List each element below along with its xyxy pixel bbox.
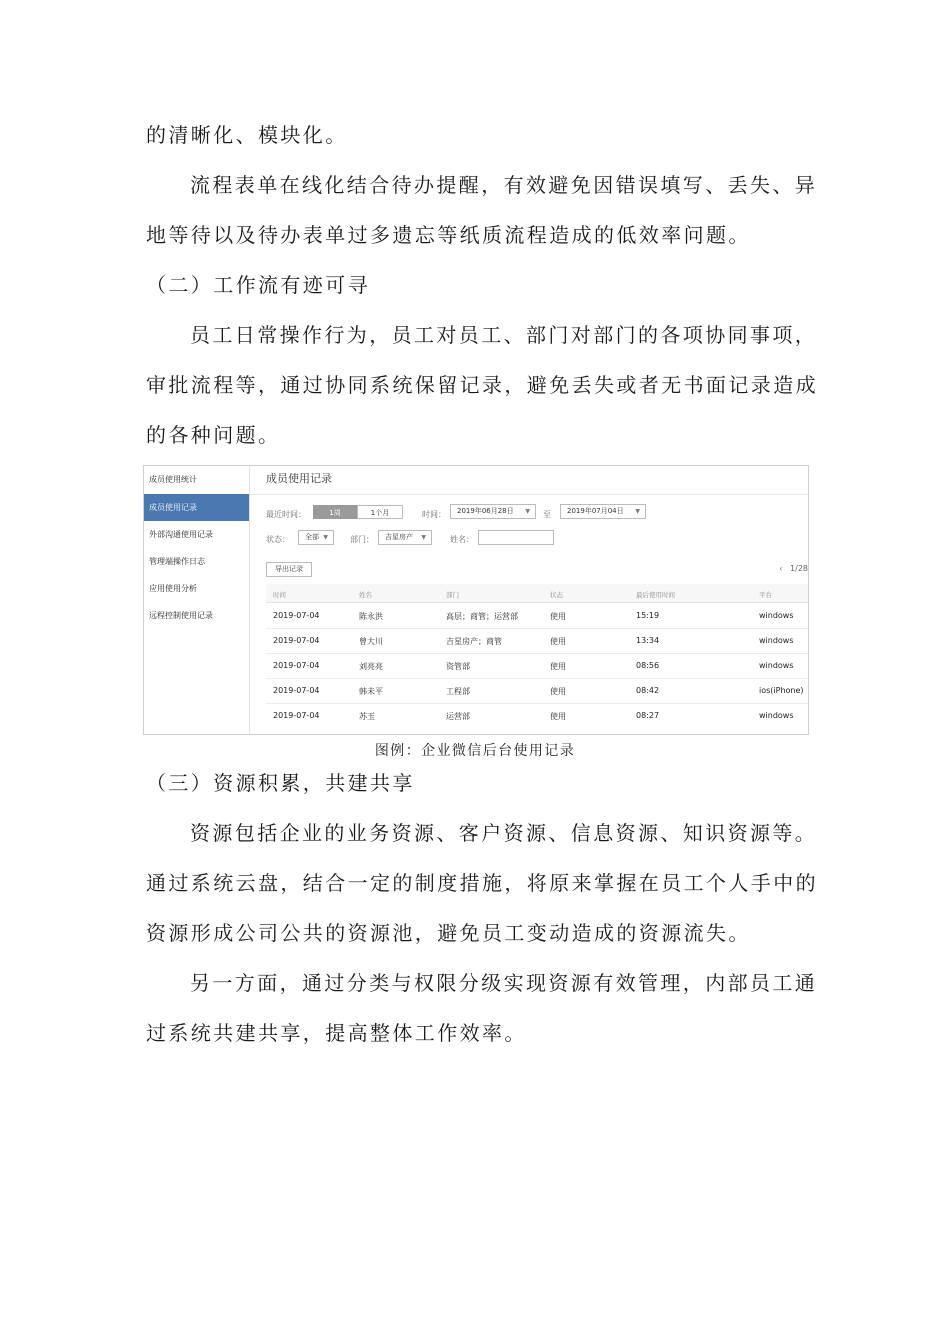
cell-status: 使用: [550, 712, 566, 721]
cell-dept: 高层；商管；运营部: [446, 612, 518, 621]
cell-last-used: 08:56: [636, 661, 660, 670]
table-row[interactable]: [266, 653, 808, 679]
section-heading-3: （三）资源积累，共建共享: [146, 771, 415, 795]
admin-screenshot-figure: [143, 465, 809, 735]
time-label: 时间：: [422, 510, 446, 519]
paragraph-3-line-2: 审批流程等，通过协同系统保留记录，避免丢失或者无书面记录造成: [146, 373, 818, 397]
paragraph-1: 的清晰化、模块化。: [146, 123, 348, 147]
cell-platform: windows: [759, 711, 794, 720]
paragraph-4-line-3: 资源形成公司公共的资源池，避免员工变动造成的资源流失。: [146, 921, 751, 945]
paragraph-5-line-1: 另一方面，通过分类与权限分级实现资源有效管理，内部员工通: [190, 971, 818, 995]
chevron-left-icon[interactable]: ‹: [779, 564, 783, 573]
paragraph-2-line-2: 地等待以及待办表单过多遗忘等纸质流程造成的低效率问题。: [146, 223, 751, 247]
cell-platform: windows: [759, 661, 794, 670]
sidebar-item-admin-logs[interactable]: 管理端操作日志: [149, 557, 205, 566]
cell-status: 使用: [550, 637, 566, 646]
end-date-value: 2019年07月04日: [567, 507, 624, 515]
cell-platform: windows: [759, 636, 794, 645]
title-divider: [250, 494, 808, 495]
cell-name: 刘亮亮: [359, 662, 383, 671]
paragraph-5-line-2: 过系统共建共享，提高整体工作效率。: [146, 1021, 527, 1045]
table-row[interactable]: [266, 678, 808, 704]
column-header-platform: 平台: [759, 591, 772, 599]
cell-time: 2019-07-04: [273, 661, 320, 670]
chevron-down-icon: ▼: [635, 508, 640, 515]
dept-select[interactable]: [378, 530, 432, 545]
cell-dept: 吉星房产；商管: [446, 637, 502, 646]
month-button[interactable]: 1个月: [357, 505, 403, 519]
pagination[interactable]: [779, 564, 808, 573]
status-select[interactable]: [298, 530, 334, 545]
table-row[interactable]: [266, 703, 808, 728]
cell-name: 韩未平: [359, 687, 383, 696]
table-row[interactable]: [266, 603, 808, 629]
sidebar-item-member-records[interactable]: 成员使用记录: [144, 494, 249, 521]
cell-last-used: 15:19: [636, 611, 660, 620]
chevron-down-icon: ▼: [323, 534, 328, 541]
to-label: 至: [543, 510, 551, 519]
cell-time: 2019-07-04: [273, 611, 320, 620]
paragraph-3-line-1: 员工日常操作行为，员工对员工、部门对部门的各项协同事项，: [190, 323, 818, 347]
dept-value: 吉星房产: [385, 533, 413, 541]
paragraph-3-line-3: 的各种问题。: [146, 423, 281, 447]
dept-label: 部门：: [350, 535, 374, 544]
cell-time: 2019-07-04: [273, 686, 320, 695]
column-header-status: 状态: [550, 591, 563, 599]
name-input[interactable]: [478, 530, 554, 545]
cell-last-used: 13:34: [636, 636, 660, 645]
cell-platform: ios(iPhone): [759, 686, 804, 695]
table-row[interactable]: [266, 628, 808, 654]
paragraph-2-line-1: 流程表单在线化结合待办提醒，有效避免因错误填写、丢失、异: [190, 173, 818, 197]
column-header-time: 时间: [273, 591, 286, 599]
cell-time: 2019-07-04: [273, 711, 320, 720]
week-button[interactable]: 1周: [313, 505, 357, 519]
cell-name: 曾大川: [359, 637, 383, 646]
sidebar-item-remote-records[interactable]: 远程控制使用记录: [149, 611, 213, 620]
cell-dept: 工程部: [446, 687, 470, 696]
cell-time: 2019-07-04: [273, 636, 320, 645]
cell-dept: 资管部: [446, 662, 470, 671]
cell-name: 陈永洪: [359, 612, 383, 621]
cell-status: 使用: [550, 612, 566, 621]
status-value: 全部: [305, 533, 319, 541]
cell-status: 使用: [550, 662, 566, 671]
export-button[interactable]: 导出记录: [266, 562, 312, 577]
sidebar-item-external-records[interactable]: 外部沟通使用记录: [149, 530, 213, 539]
cell-name: 苏玉: [359, 712, 375, 721]
paragraph-4-line-2: 通过系统云盘，结合一定的制度措施，将原来掌握在员工个人手中的: [146, 871, 818, 895]
sidebar-item-member-stats[interactable]: 成员使用统计: [149, 475, 197, 484]
chevron-down-icon: ▼: [525, 508, 530, 515]
start-date-select[interactable]: [450, 504, 536, 519]
chevron-down-icon: ▼: [421, 534, 426, 541]
column-header-dept: 部门: [446, 591, 459, 599]
cell-status: 使用: [550, 687, 566, 696]
cell-last-used: 08:27: [636, 711, 660, 720]
panel-title: 成员使用记录: [266, 472, 332, 485]
column-header-name: 姓名: [359, 591, 372, 599]
section-heading-2: （二）工作流有迹可寻: [146, 273, 370, 297]
sidebar-item-app-analysis[interactable]: 应用使用分析: [149, 584, 197, 593]
table-header: [266, 584, 808, 603]
recent-time-label: 最近时间：: [266, 510, 306, 519]
page-indicator: 1/28: [790, 564, 808, 573]
column-header-last-used: 最后使用时间: [636, 591, 675, 599]
cell-last-used: 08:42: [636, 686, 660, 695]
paragraph-4-line-1: 资源包括企业的业务资源、客户资源、信息资源、知识资源等。: [190, 821, 818, 845]
status-label: 状态：: [266, 535, 290, 544]
start-date-value: 2019年06月28日: [457, 507, 514, 515]
name-label: 姓名：: [450, 535, 474, 544]
main-panel: [250, 466, 808, 734]
cell-dept: 运营部: [446, 712, 470, 721]
figure-caption: 图例：企业微信后台使用记录: [374, 743, 576, 759]
end-date-select[interactable]: [560, 504, 646, 519]
cell-platform: windows: [759, 611, 794, 620]
sidebar: [144, 466, 250, 734]
